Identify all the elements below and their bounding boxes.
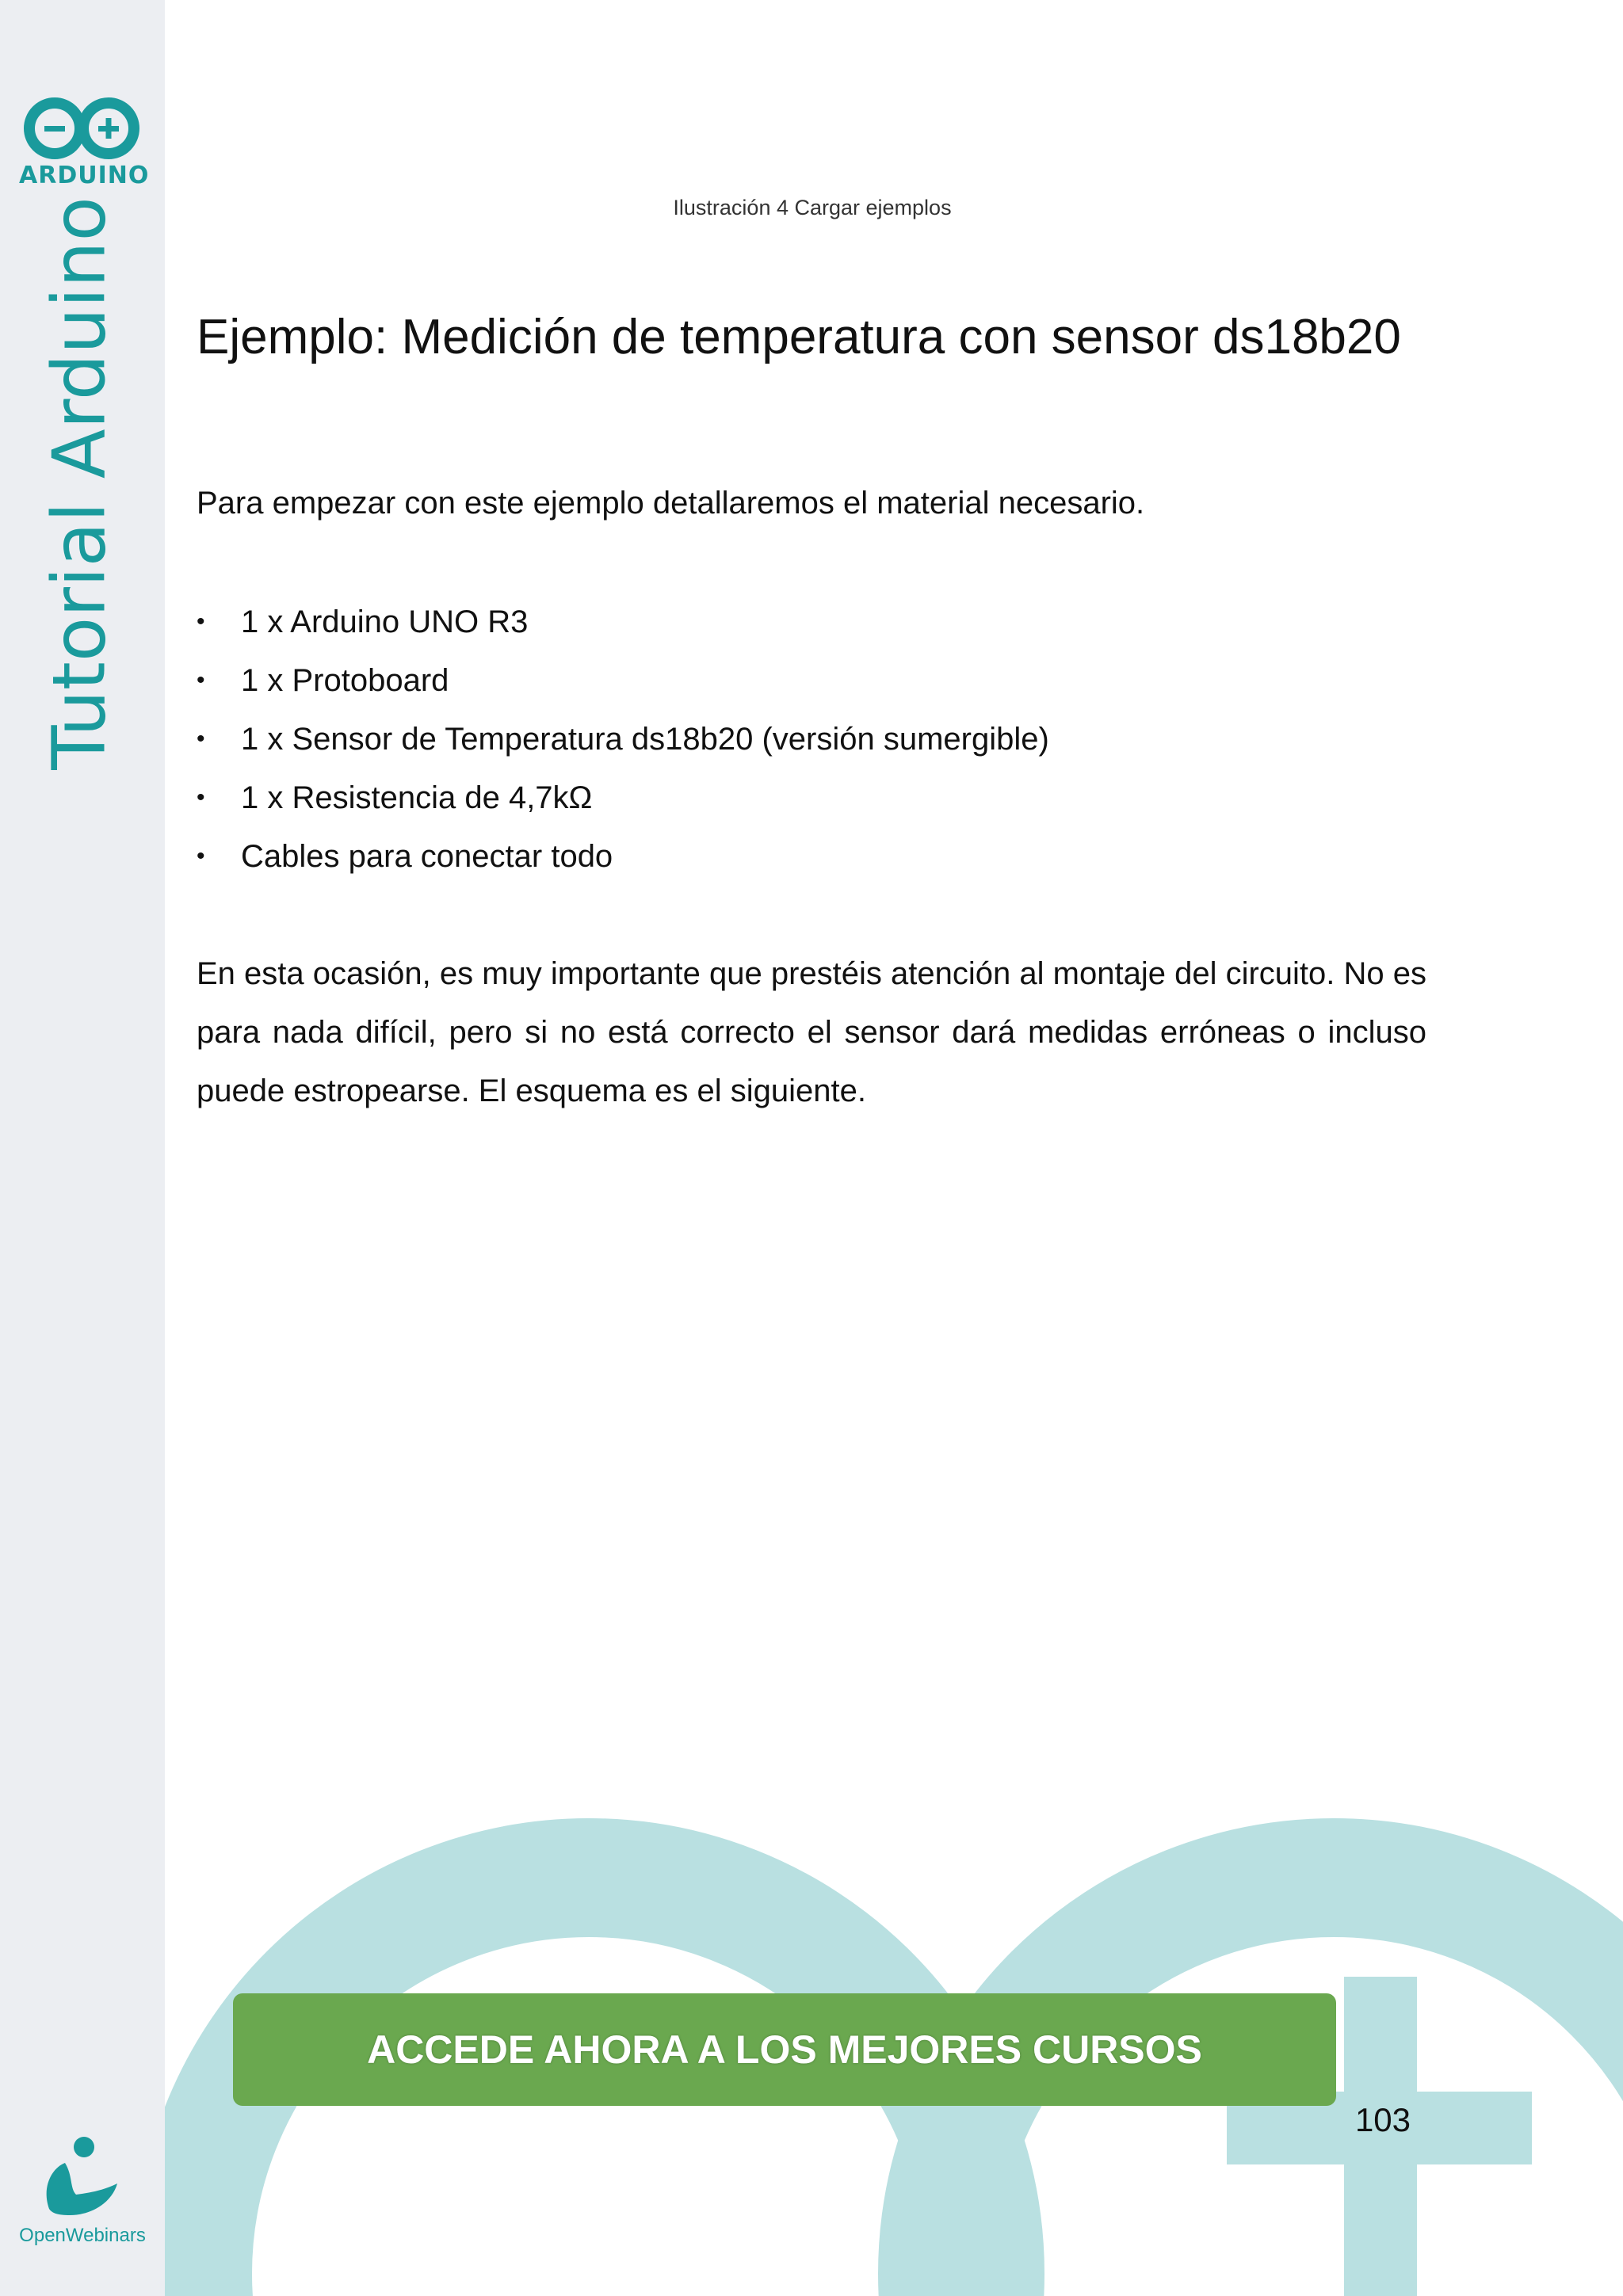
figure-caption: Ilustración 4 Cargar ejemplos: [673, 196, 952, 219]
arduino-logo-text: ARDUINO: [19, 162, 150, 189]
materials-list: [197, 593, 1049, 886]
openwebinars-logo-text: OpenWebinars: [19, 2225, 146, 2246]
openwebinars-mark-icon: [17, 2131, 147, 2222]
arduino-logo: [19, 93, 150, 189]
list-item: • Cables para conectar todo: [197, 827, 1049, 886]
page-number: 103: [1354, 2101, 1411, 2138]
section-heading: Ejemplo: Medición de temperatura con sensor ds18b20: [197, 310, 1401, 364]
list-item: • 1 x Arduino UNO R3: [197, 593, 1049, 651]
list-item: • 1 x Protoboard: [197, 651, 1049, 710]
list-item: • 1 x Sensor de Temperatura ds18b20 (versión sumergible): [197, 710, 1049, 769]
sidebar: [0, 0, 165, 2296]
infinity-logo-icon: [19, 93, 146, 162]
intro-paragraph: Para empezar con este ejemplo detallaremos el material necesario.: [197, 486, 1145, 521]
cta-courses-button[interactable]: ACCEDE AHORA A LOS MEJORES CURSOS: [233, 1993, 1336, 2106]
list-item: • 1 x Resistencia de 4,7kΩ: [197, 769, 1049, 827]
sidebar-vertical-title: Tutorial Arduino: [36, 196, 122, 770]
body-paragraph: En esta ocasión, es muy importante que prestéis atención al montaje del circuito. No es para nada difícil, pero si no está correcto el sensor dará medidas erróneas o incluso puede estropearse. El esquema es el siguiente.: [197, 956, 1426, 1108]
openwebinars-logo: [17, 2131, 147, 2250]
